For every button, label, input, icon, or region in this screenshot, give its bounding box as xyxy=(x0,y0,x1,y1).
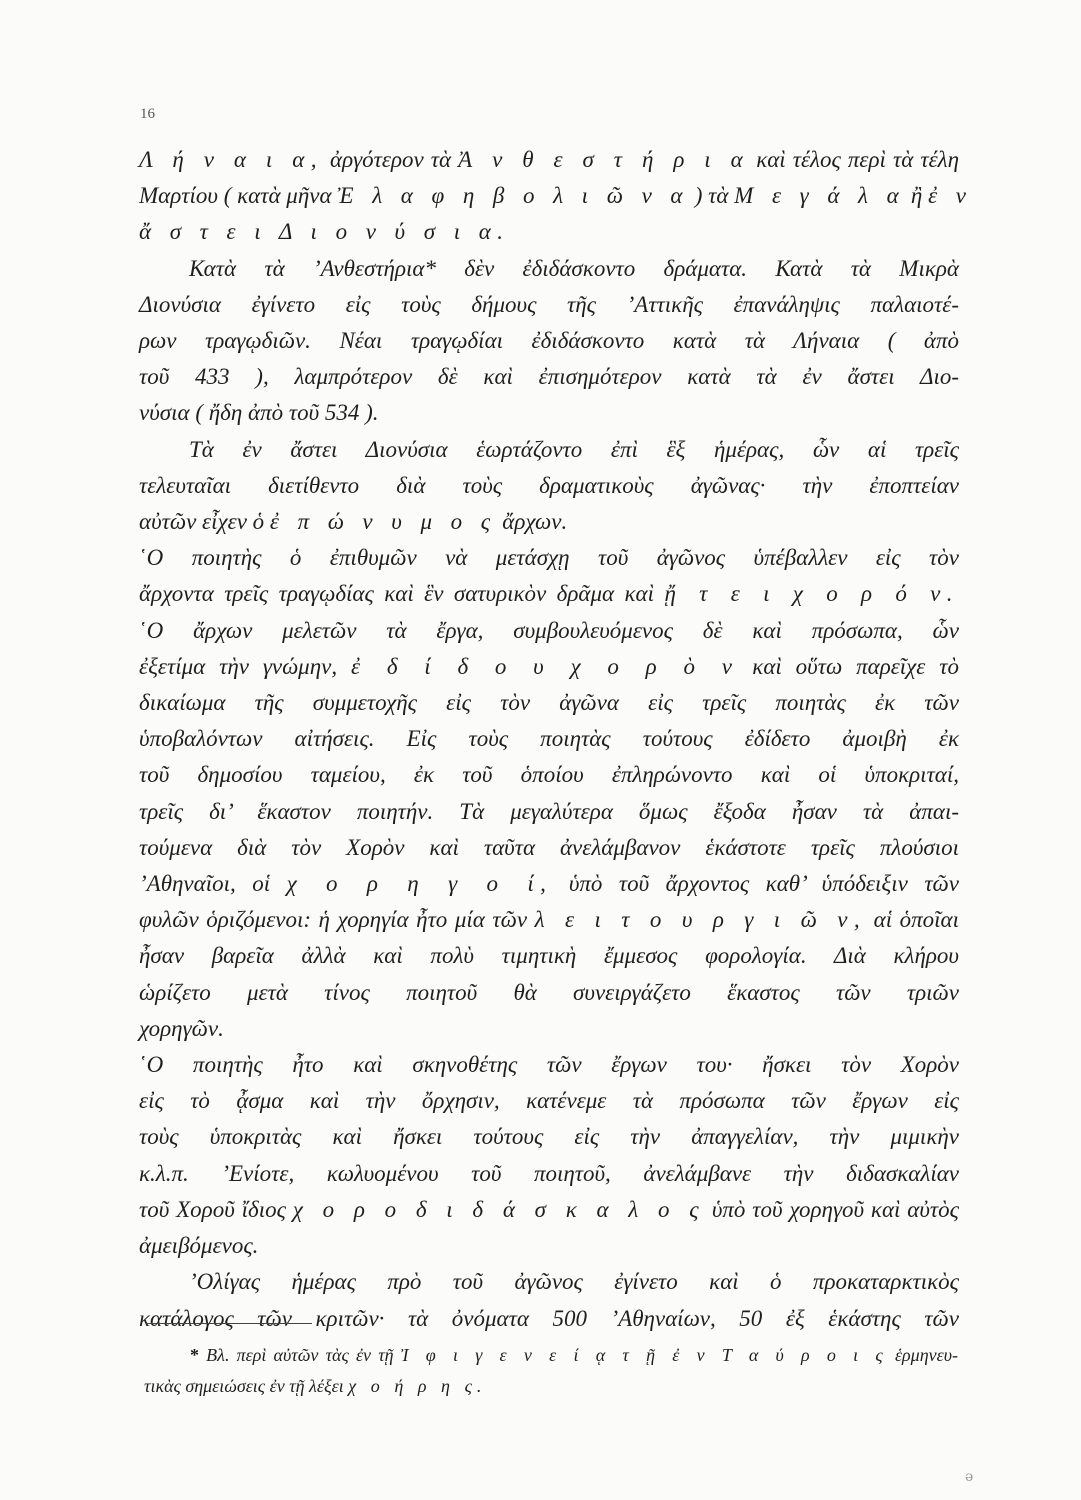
text-line-10: τελευταῖαι διετίθεντο διὰ τοὺς δραματικοὺς ἀγῶνας· τὴν ἐποπτείαν xyxy=(139,472,959,498)
text-line-30 xyxy=(139,1192,959,1228)
text-line-9: Τὰ ἐν ἄστει Διονύσια ἑωρτάζοντο ἐπὶ ἓξ ἡμέρας, ὧν αἱ τρεῖς xyxy=(189,436,959,462)
text-line-7: τοῦ 433 ), λαμπρότερον δὲ καὶ ἐπισημότερον κατὰ τὰ ἐν ἄστει Διο- xyxy=(139,364,959,390)
text-line-17: ὑποβαλόντων αἰτήσεις. Εἰς τοὺς ποιητὰς τούτους ἐδίδετο ἀμοιβὴ ἐκ xyxy=(139,726,959,752)
text-line-20: τούμενα διὰ τὸν Χορὸν καὶ ταῦτα ἀνελάμβανον ἑκάστοτε τρεῖς πλούσιοι xyxy=(139,834,959,860)
spaced-word: ἐ δ ί δ ο υ χ ο ρ ὸ ν xyxy=(350,653,739,679)
spaced-word: ᾔ τ ε ι χ ο ρ ό ν. xyxy=(664,581,959,607)
text-line-24: ὡρίζετο μετὰ τίνος ποιητοῦ θὰ συνειργάζετο ἕκαστος τῶν τριῶν xyxy=(139,979,959,1005)
text-line-21 xyxy=(139,866,959,902)
text-line-26: ῾Ο ποιητὴς ἦτο καὶ σκηνοθέτης τῶν ἔργων του· ἤσκει τὸν Χορὸν xyxy=(139,1052,959,1078)
spaced-word: ἐ ν xyxy=(928,183,973,209)
text-run: ἄρχοντα τρεῖς τραγῳδίας καὶ ἓν σατυρικὸν δρᾶμα καὶ xyxy=(139,581,665,607)
text-line-4: Κατὰ τὰ ’Ανθεστήρια* δὲν ἐδιδάσκοντο δράματα. Κατὰ τὰ Μικρὰ xyxy=(189,255,959,281)
spaced-word: ἐ π ώ ν υ μ ο ς xyxy=(269,509,497,535)
text-line-29: κ.λ.π. ’Ενίοτε, κωλυομένου τοῦ ποιητοῦ, ἀνελάμβανε τὴν διδασκαλίαν xyxy=(139,1160,959,1186)
spaced-word: Ἐ λ α φ η β ο λ ι ῶ ν α xyxy=(337,183,689,209)
body-text xyxy=(139,142,973,1337)
text-run: ἄρχων. xyxy=(496,509,568,535)
text-line-33: κατάλογος τῶν κριτῶν· τὰ ὀνόματα 500 ’Αθηναίων, 50 ἐξ ἑκάστης τῶν xyxy=(139,1305,959,1331)
text-line-6: ρων τραγῳδιῶν. Νέαι τραγῳδίαι ἐδιδάσκοντο κατὰ τὰ Λήναια ( ἀπὸ xyxy=(139,328,959,354)
text-run: ὑπὸ τοῦ ἄρχοντος καθ’ ὑπόδειξιν τῶν xyxy=(552,871,959,897)
footnote-divider xyxy=(146,1323,312,1324)
spaced-word: ἄ σ τ ε ι Δ ι ο ν ύ σ ι α. xyxy=(139,219,510,245)
spaced-word: χ ο ρ η γ ο ί, xyxy=(286,871,553,897)
text-run: τοῦ Χοροῦ ἴδιος xyxy=(139,1196,293,1222)
text-line-25: χορηγῶν. xyxy=(139,1015,224,1041)
spaced-word: Ἀ ν θ ε σ τ ή ρ ι α xyxy=(458,147,750,172)
text-line-32: ’Ολίγας ἡμέρας πρὸ τοῦ ἀγῶνος ἐγίνετο καὶ ὁ προκαταρκτικὸς xyxy=(189,1269,959,1295)
spaced-word: Λ ή ν α ι α, xyxy=(139,147,323,172)
text-run: ὑπὸ τοῦ χορηγοῦ καὶ αὐτὸς xyxy=(704,1196,959,1222)
text-run: ἐξετίμα τὴν γνώμην, xyxy=(139,653,351,679)
page-number: 16 xyxy=(140,106,155,122)
text-line-18: τοῦ δημοσίου ταμείου, ἐκ τοῦ ὁποίου ἐπληρώνοντο καὶ οἱ ὑποκριταί, xyxy=(139,762,959,788)
text-run: καὶ οὕτω παρεῖχε τὸ xyxy=(738,653,959,679)
footnote-line-1 xyxy=(190,1340,958,1371)
text-line-2 xyxy=(139,178,973,214)
text-run: ἀργότερον τὰ xyxy=(322,147,459,172)
text-line-3 xyxy=(139,214,959,250)
footnote xyxy=(144,1340,958,1402)
spaced-word: χ ο ρ ο δ ι δ ά σ κ α λ ο ς xyxy=(292,1196,705,1222)
text-line-5: Διονύσια ἐγίνετο εἰς τοὺς δήμους τῆς ’Αττικῆς ἐπανάληψις παλαιοτέ- xyxy=(139,291,959,317)
footnote-line-2 xyxy=(144,1371,958,1402)
text-line-28: τοὺς ὑποκριτὰς καὶ ἤσκει τούτους εἰς τὴν ἀπαγγελίαν, τὴν μιμικὴν xyxy=(139,1124,959,1150)
corner-mark: ə xyxy=(965,1469,974,1485)
text-run: Μαρτίου ( κατὰ μῆνα xyxy=(139,183,338,209)
text-run: ἢ xyxy=(905,183,929,209)
text-run: Βλ. περὶ αὐτῶν τὰς ἐν τῇ xyxy=(206,1345,401,1365)
text-line-31: ἀμειβόμενος. xyxy=(139,1233,259,1259)
text-run: ’Αθηναῖοι, οἱ xyxy=(139,871,287,897)
text-line-11 xyxy=(139,504,959,540)
text-line-22 xyxy=(139,902,959,938)
text-line-1 xyxy=(139,142,959,178)
spaced-word: χ ο ή ρ η ς. xyxy=(348,1376,487,1396)
text-line-23: ἦσαν βαρεῖα ἀλλὰ καὶ πολὺ τιμητικὴ ἔμμεσος φορολογία. Διὰ κλήρου xyxy=(139,943,959,969)
text-line-19: τρεῖς δι’ ἕκαστον ποιητήν. Τὰ μεγαλύτερα ὅμως ἔξοδα ἦσαν τὰ ἀπαι- xyxy=(139,798,959,824)
spaced-word: Ἰ φ ι γ ε ν ε ί ᾳ τ ῇ ἐ ν Τ α ύ ρ ο ι ς xyxy=(400,1345,888,1365)
text-run: καὶ τέλος περὶ τὰ τέλη xyxy=(749,147,960,172)
text-line-14: ῾Ο ἄρχων μελετῶν τὰ ἔργα, συμβουλευόμενος δὲ καὶ πρόσωπα, ὧν xyxy=(139,617,959,643)
text-line-13 xyxy=(139,576,959,612)
text-line-12: ῾Ο ποιητὴς ὁ ἐπιθυμῶν νὰ μετάσχῃ τοῦ ἀγῶνος ὑπέβαλλεν εἰς τὸν xyxy=(139,545,959,571)
spaced-word: λ ε ι τ ο υ ρ γ ι ῶ ν, xyxy=(534,907,867,933)
text-line-27: εἰς τὸ ᾆσμα καὶ τὴν ὄρχησιν, κατένεμε τὰ πρόσωπα τῶν ἔργων εἰς xyxy=(139,1088,959,1114)
spaced-word: Μ ε γ ά λ α xyxy=(734,183,906,209)
footnote-marker: * xyxy=(190,1345,199,1365)
text-run: τικὰς σημειώσεις ἐν τῇ λέξει xyxy=(144,1376,349,1396)
text-line-16: δικαίωμα τῆς συμμετοχῆς εἰς τὸν ἀγῶνα εἰς τρεῖς ποιητὰς ἐκ τῶν xyxy=(139,690,959,716)
text-line-8: νύσια ( ἤδη ἀπὸ τοῦ 534 ). xyxy=(139,400,379,426)
text-run: αἱ ὁποῖαι xyxy=(866,907,959,933)
text-run: ἑρμηνευ- xyxy=(887,1345,958,1365)
text-run: αὐτῶν εἶχεν ὁ xyxy=(139,509,270,535)
text-line-15 xyxy=(139,649,959,685)
text-run: ) τὰ xyxy=(688,183,735,209)
text-run: φυλῶν ὁριζόμενοι: ἡ χορηγία ἦτο μία τῶν xyxy=(139,907,535,933)
